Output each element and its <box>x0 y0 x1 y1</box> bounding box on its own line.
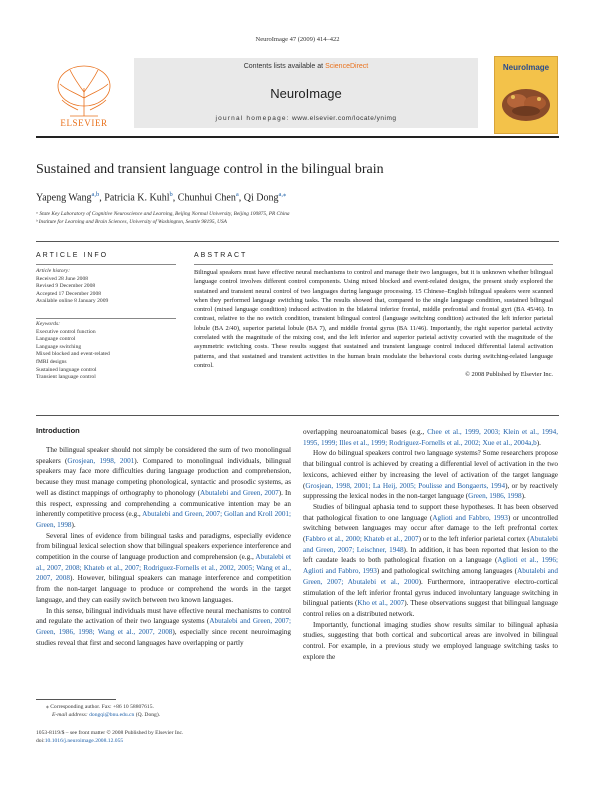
body-text: ). Furthermore, intraoperative electro-cortical stimulation of the left inferior frontal gyrus induced involuntary language switching in bilingual patients ( <box>303 577 559 608</box>
elsevier-wordmark: ELSEVIER <box>60 118 108 128</box>
journal-name: NeuroImage <box>270 86 342 101</box>
keyword-item: fMRI designs <box>36 358 67 365</box>
masthead-rule <box>36 136 559 138</box>
citation-link[interactable]: Aglioti and Fabbro, 1993 <box>432 513 508 522</box>
body-text: Studies of bilingual aphasia tend to support these hypotheses. It has been observed that pathological fixation to one language ( <box>303 502 558 522</box>
running-head: NeuroImage 47 (2009) 414–422 <box>255 36 340 43</box>
keywords-label: Keywords: <box>36 321 61 327</box>
journal-banner <box>134 58 478 128</box>
doi-label: doi: <box>36 738 45 744</box>
citation-link[interactable]: Abutalebi et al., 2007, 2008; Khateb et al., 2007; Rodriguez-Fornells et al., 2002, 2005; Wang et al., 2007, 2008 <box>36 553 291 583</box>
cover-title: NeuroImage <box>502 63 550 72</box>
author-separator: , <box>172 192 178 204</box>
body-text: Importantly, functional imaging studies show results similar to bilingual aphasia studies, suggesting that both cortical and subcortical areas are involved in bilingual control. For example, in a previous study we employed language switching tasks to explore the <box>303 620 558 661</box>
keyword-item: Sustained language control <box>36 366 97 373</box>
article-info-heading: ARTICLE INFO <box>36 252 109 259</box>
body-paragraph <box>303 620 558 663</box>
body-text: The bilingual speaker should not simply be considered the sum of two monolingual speakers ( <box>36 446 291 465</box>
citation-link[interactable]: Abutalebi and Green, 2007; Abutalebi et al., 2000 <box>303 567 558 586</box>
citation-link[interactable]: Abutalebi and Green, 2007; Leischner, 1948 <box>303 535 558 554</box>
affiliation-b: ᵇ Institute for Learning and Brain Sciences, University of Washington, Seattle 98195, USA <box>36 219 227 225</box>
article-history <box>36 268 176 306</box>
abstract-text: Bilingual speakers must have effective neural mechanisms to control and manage their two languages, but it is unknown whether bilingual language control involves different control components. Using mixed blocked and event-related designs, the present study explored the sustained and transient neural control of two languages during language processing. 15 Chinese–English bilingual speakers were scanned when they performed language switching tasks. The results showed that, compared to the single language condition, sustained bilingual control (mixed language condition) induced activation in the bilateral inferior frontal, middle prefrontal and frontal gyri (BA 45/46). In contrast, relative to the no switch condition, transient bilingual control (language switching condition) activated the left inferior parietal lobule (BA 2/40), superior parietal lobule (BA 7), and middle frontal gyrus (BA 11/46). Importantly, the right superior parietal activity correlated with the magnitude of the mixing cost, and the left inferior and superior parietal activity covaried with the magnitude of the asymmetric switching costs. These results suggest that sustained and transient language control induced differential lateral activation patterns, and that sustained and transient activities in the human brain modulate the behavioral costs during switching-related language control. <box>194 269 553 369</box>
homepage-label: journal homepage: <box>215 115 290 122</box>
article-info-rule <box>36 264 176 265</box>
journal-masthead <box>40 58 556 130</box>
body-paragraph <box>303 448 558 502</box>
email-label: E-mail address: <box>52 712 88 718</box>
author-name: Patricia K. Kuhl <box>104 192 170 204</box>
author-name: Yapeng Wang <box>36 192 92 204</box>
body-paragraph <box>36 606 291 649</box>
author-list <box>36 190 559 203</box>
history-item: Accepted 17 December 2008 <box>36 290 102 297</box>
citation-link[interactable]: Abutalebi and Green, 2007 <box>200 488 279 497</box>
front-matter-rule <box>36 241 559 242</box>
citation-link[interactable]: Grosjean, 1998, 2001; La Heij, 2005; Poulisse and Bongaerts, 1994 <box>305 481 506 490</box>
body-text: ). In addition, it has been reported that lesion to the left caudate leads to both pathological fixation on a language ( <box>303 545 559 565</box>
doi-link[interactable]: 10.1016/j.neuroimage.2008.12.055 <box>44 738 124 744</box>
history-label: Article history: <box>36 268 71 274</box>
body-text: ). <box>521 492 526 501</box>
citation-link[interactable]: Chee et al., 1999, 2003; Klein et al., 1994, 1995, 1999; Illes et al., 1999; Rodriguez-Fornells et al., 2002; Xue et al., 2004a,b <box>303 428 558 447</box>
citation-link[interactable]: Abutalebi and Green, 2007; Green, 1986, 1998; Wang et al., 2007, 2008 <box>36 617 291 636</box>
affiliation-a: ᵃ State Key Laboratory of Cognitive Neuroscience and Learning, Beijing Normal University, Beijing 100875, PR China <box>36 211 290 217</box>
body-column-right <box>303 427 558 662</box>
history-item: Available online 8 January 2009 <box>36 298 109 305</box>
keyword-item: Language control <box>36 336 76 343</box>
body-text: In this sense, bilingual individuals must have effective neural mechanisms to control and regulate the activation of their two language systems ( <box>36 606 291 626</box>
abstract-rule <box>194 264 553 265</box>
author-name: Qi Dong <box>243 192 279 204</box>
introduction-heading: Introduction <box>36 426 80 435</box>
history-item: Revised 9 December 2008 <box>36 283 96 290</box>
body-text: ), or by reactively suppressing the lexical nodes in the non-target language ( <box>303 481 558 501</box>
body-text: ) or to the left inferior parietal cortex ( <box>418 535 530 544</box>
corresponding-author-footnote <box>46 703 160 719</box>
keyword-item: Mixed blocked and event-related <box>36 351 110 358</box>
issn-line: 1053-8119/$ – see front matter © 2008 Published by Elsevier Inc. <box>36 730 184 736</box>
contents-prefix: Contents lists available at <box>243 63 326 70</box>
elsevier-logo <box>40 58 128 128</box>
body-column-left <box>36 445 291 648</box>
author-affiliation-marker[interactable]: a,⁎ <box>278 191 287 198</box>
sciencedirect-link[interactable]: ScienceDirect <box>325 63 369 70</box>
body-text: ). Compared to monolingual individuals, bilingual speakers may face more difficulties during language production and comprehension, because they must manage competing phonological, syntactic and prosodic systems, as well as distinct mappings of orthography to phonology ( <box>36 456 291 497</box>
homepage-url[interactable]: www.elsevier.com/locate/ynimg <box>292 115 397 122</box>
body-text: ). <box>536 438 541 447</box>
author-separator: , <box>99 192 105 204</box>
footnote-rule <box>36 699 116 700</box>
body-text: ). However, bilingual speakers can manage interference and competition from the non-target language to produce or comprehend the words in the target language, and they can easily switch between two known languages. <box>36 574 292 604</box>
article-title: Sustained and transient language control in the bilingual brain <box>36 162 384 177</box>
brain-image-icon <box>495 73 557 133</box>
abstract-copyright: © 2008 Published by Elsevier Inc. <box>465 371 553 379</box>
citation-link[interactable]: Abutalebi and Green, 2007; Gollan and Kroll 2001; Green, 1998 <box>36 510 291 529</box>
footnote-marker: ⁎ <box>46 704 49 710</box>
body-text: ). In this respect, expressing and comprehending a communicative intention may be an inherently competitive process (e.g., <box>36 488 291 519</box>
history-item: Received 28 June 2008 <box>36 275 89 282</box>
email-suffix: (Q. Dong). <box>134 712 161 718</box>
contents-line <box>134 63 478 70</box>
citation-link[interactable]: Green, 1986, 1998 <box>468 492 522 501</box>
keyword-item: Executive control function <box>36 328 96 335</box>
author-affiliation-marker[interactable]: a <box>235 191 239 198</box>
keywords-rule <box>36 318 176 319</box>
citation-link[interactable]: Aglioti et al., 1996; Aglioti and Fabbro, 1993 <box>303 556 558 576</box>
issn-doi-block <box>36 729 183 745</box>
elsevier-tree-icon <box>40 58 128 128</box>
journal-cover-image <box>494 56 558 134</box>
body-text: ) or uncontrolled switching between languages may occur after damage to the left prefrontal cortex ( <box>303 513 558 544</box>
body-paragraph <box>303 427 558 448</box>
keyword-list <box>36 321 176 382</box>
email-link[interactable]: dongqi@bnu.edu.cn <box>89 712 135 718</box>
author-separator: , <box>238 192 244 204</box>
body-text: Several lines of evidence from bilingual tasks and paradigms, especially evidence from bilingual lexical selection show that bilingual speakers experience interference and competition in the course of language production and comprehension (e.g., <box>36 531 291 562</box>
footnote-corresponding: Corresponding author. Fax: +86 10 58807615. <box>50 704 154 710</box>
citation-link[interactable]: Kho et al., 2007 <box>357 599 405 608</box>
author-affiliation-marker[interactable]: a,b <box>91 191 100 198</box>
author-affiliation-marker[interactable]: b <box>169 191 173 198</box>
body-paragraph <box>36 531 291 606</box>
keyword-item: Transient language control <box>36 374 96 381</box>
abstract-heading: ABSTRACT <box>194 252 248 259</box>
abstract-body <box>194 268 553 380</box>
author-name: Chunhui Chen <box>177 192 236 204</box>
body-text: ). These observations suggest that bilingual language control relies on a distributed network. <box>303 599 558 618</box>
journal-homepage <box>134 115 478 122</box>
body-text: ) and pathological switching among languages ( <box>376 567 518 576</box>
body-text: overlapping neuroanatomical bases (e.g., <box>303 428 428 436</box>
citation-link[interactable]: Fabbro et al., 2000; Khateb et al., 2007 <box>305 535 419 544</box>
keyword-item: Language switching <box>36 343 82 350</box>
body-text: How do bilingual speakers control two language systems? Some researchers propose that bilingual control is achieved by creating a differential level of activation in the two lexicons, achieved either by increasing the level of activation of the target language ( <box>303 449 558 490</box>
body-paragraph <box>303 502 558 620</box>
body-text: ), especially since recent neuroimaging studies reveal that first and second languages have overlapping or partly <box>36 627 291 647</box>
abstract-bottom-rule <box>36 415 559 416</box>
body-paragraph <box>36 445 291 531</box>
citation-link[interactable]: Grosjean, 1998, 2001 <box>67 456 135 465</box>
body-text: ). <box>71 520 76 529</box>
